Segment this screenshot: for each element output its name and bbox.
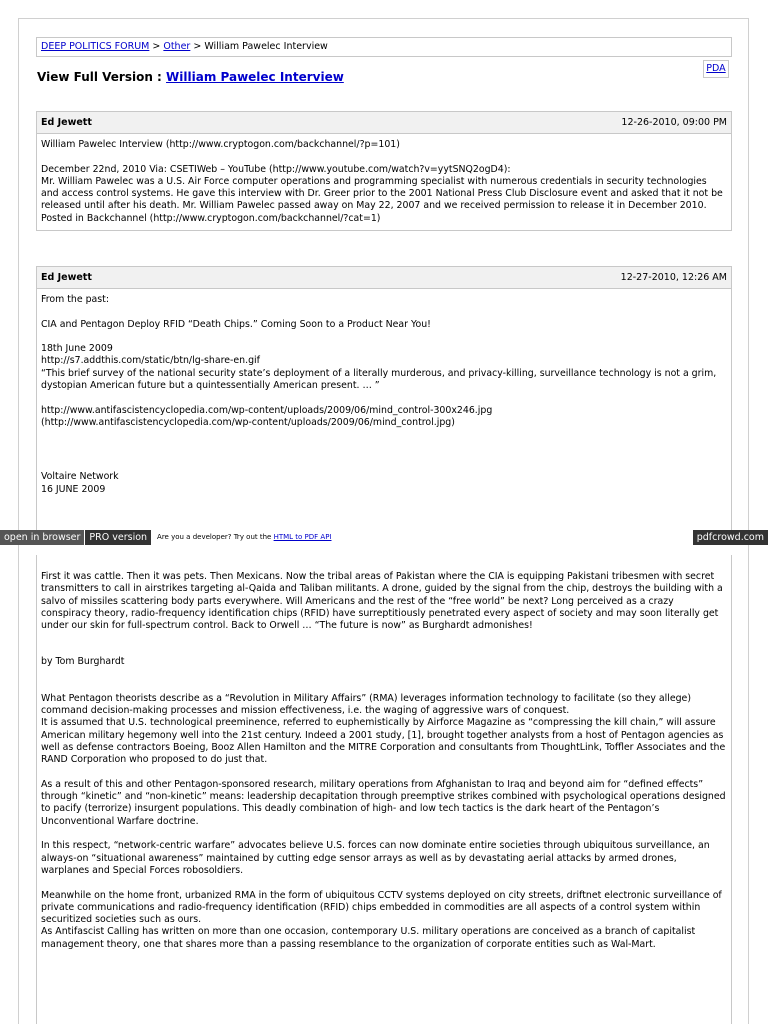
post-paragraph: Meanwhile on the home front, urbanized RMA in the form of ubiquitous CCTV systems deployed on city streets, driftnet electronic surveillance of private communications and radio-frequency identification (RFID) chips embedded in commodities are all aspects of a control system within securitized societies such as ours. As Antifascist Calling has written on more than one occasion, contemporary U.S. military operations are conceived as a branch of capitalist management theory, one that shares more than a passing resemblance to the organization of corporate entities such as Wal-Mart. bbox=[41, 889, 722, 950]
view-full-prefix: View Full Version : bbox=[37, 70, 167, 84]
pda-link[interactable]: PDA bbox=[706, 63, 726, 74]
post-paragraph: What Pentagon theorists describe as a “Revolution in Military Affairs” (RMA) leverages information technology to facilitate (so they allege) command decision-making processes and mission effectiveness, i.e. the waging of aggressive wars of conquest. It is assumed that U.S. technological preeminence, referred to euphemistically by Airforce Magazine as “compressing the kill chain,” will assure American military hegemony well into the 21st century. Indeed a 2001 study, [1], brought together analysts from a host of Pentagon agencies as well as defense contractors Boeing, Booz Allen Hamilton and the MITRE Corporation and consultants from ThoughtLink, Toffler Associates and the RAND Corporation who proposed to do just that. bbox=[41, 692, 726, 766]
post bbox=[36, 266, 732, 531]
developer-promo-text: Are you a developer? Try out the bbox=[157, 533, 274, 541]
post-paragraph: Voltaire Network 16 JUNE 2009 bbox=[41, 471, 119, 495]
pdfcrowd-brand-link[interactable]: pdfcrowd.com bbox=[693, 530, 768, 545]
post-paragraph: CIA and Pentagon Deploy RFID “Death Chips.” Coming Soon to a Product Near You! bbox=[41, 318, 431, 330]
pro-version-button[interactable]: PRO version bbox=[85, 530, 151, 545]
post-paragraph: From the past: bbox=[41, 294, 109, 305]
post-paragraph: First it was cattle. Then it was pets. Then Mexicans. Now the tribal areas of Pakistan where the CIA is equipping Pakistani tribesmen with secret transmitters to call in airstrikes targeting al-Qaida and Taliban militants. A drone, guided by the signal from the chip, destroys the building with a salvo of missiles scattering body parts everywhere. Will Americans and the rest of the “free world” be next? Long perceived as a crazy conspiracy theory, radio-frequency identification chips (RFID) have surreptitiously penetrated every aspect of society and may soon literally get under our skin for full-spectrum control. Back to Orwell … “The future is now” as Burghardt admonishes! bbox=[41, 571, 723, 632]
post-continued bbox=[36, 555, 732, 1024]
page-title bbox=[37, 70, 344, 84]
pdf-toolbar bbox=[0, 530, 768, 545]
breadcrumb-forum-link[interactable]: DEEP POLITICS FORUM bbox=[41, 41, 150, 52]
post-author: Ed Jewett bbox=[41, 117, 92, 128]
post-body bbox=[37, 555, 731, 951]
breadcrumb bbox=[36, 37, 732, 57]
post-paragraph: 18th June 2009 http://s7.addthis.com/static/btn/lg-share-en.gif “This brief survey of the national security state’s deployment of a literally murderous, and privacy-killing, surveillance technology is not a grim, dystopian American future but a quintessentially American present. … ” bbox=[41, 343, 717, 392]
developer-promo bbox=[157, 530, 331, 545]
pda-box bbox=[703, 60, 729, 78]
post-paragraph: December 22nd, 2010 Via: CSETIWeb – YouTube (http://www.youtube.com/watch?v=yytSNQ2ogD4): Mr. William Pawelec was a U.S. Air Force computer operations and programming specialist with numerous credentials in security technologies and access control systems. He gave this interview with Dr. Greer prior to the 2001 National Press Club Disclosure event and asked that it not be released until after his death. Mr. William Pawelec passed away on May 22, 2007 and we received permission to release it in December 2010. Posted in Backchannel (http://www.cryptogon.com/backchannel/?cat=1) bbox=[41, 163, 723, 224]
open-in-browser-button[interactable]: open in browser bbox=[0, 530, 84, 545]
post-date: 12-27-2010, 12:26 AM bbox=[620, 272, 727, 283]
html-to-pdf-api-link[interactable]: HTML to PDF API bbox=[273, 533, 332, 541]
post-paragraph: As a result of this and other Pentagon-sponsored research, military operations from Afghanistan to Iraq and beyond aim for “defined effects” through “kinetic” and “non-kinetic” means: leadership decapitation through preemptive strikes combined with psychological operations designed to pacify (terrorize) insurgent populations. This deadly combination of high- and low tech tactics is the dark heart of the Pentagon’s Unconventional Warfare doctrine. bbox=[41, 778, 726, 827]
post-paragraph: http://www.antifascistencyclopedia.com/wp-content/uploads/2009/06/mind_control-300x246.jpg (http://www.antifascistencyclopedia.com/wp-content/uploads/2009/06/mind_control.jpg) bbox=[41, 404, 493, 428]
post-header bbox=[37, 112, 731, 134]
post-paragraph: In this respect, “network-centric warfare” advocates believe U.S. forces can now dominate entire societies through ubiquitous surveillance, an always-on “situational awareness” maintained by cutting edge sensor arrays as well as by devastating aerial attacks by armed drones, warplanes and Special Forces robosoldiers. bbox=[41, 840, 710, 876]
breadcrumb-separator: > bbox=[190, 41, 205, 52]
post-body bbox=[37, 289, 731, 501]
post-author: Ed Jewett bbox=[41, 272, 92, 283]
post bbox=[36, 111, 732, 231]
post-date: 12-26-2010, 09:00 PM bbox=[621, 117, 727, 128]
post-header bbox=[37, 267, 731, 289]
view-full-link[interactable]: William Pawelec Interview bbox=[166, 70, 344, 84]
post-body bbox=[37, 134, 731, 230]
breadcrumb-category-link[interactable]: Other bbox=[163, 41, 191, 52]
post-paragraph: by Tom Burghardt bbox=[41, 656, 125, 668]
breadcrumb-separator: > bbox=[149, 41, 164, 52]
breadcrumb-current: William Pawelec Interview bbox=[204, 41, 328, 52]
post-paragraph: William Pawelec Interview (http://www.cryptogon.com/backchannel/?p=101) bbox=[41, 139, 400, 150]
